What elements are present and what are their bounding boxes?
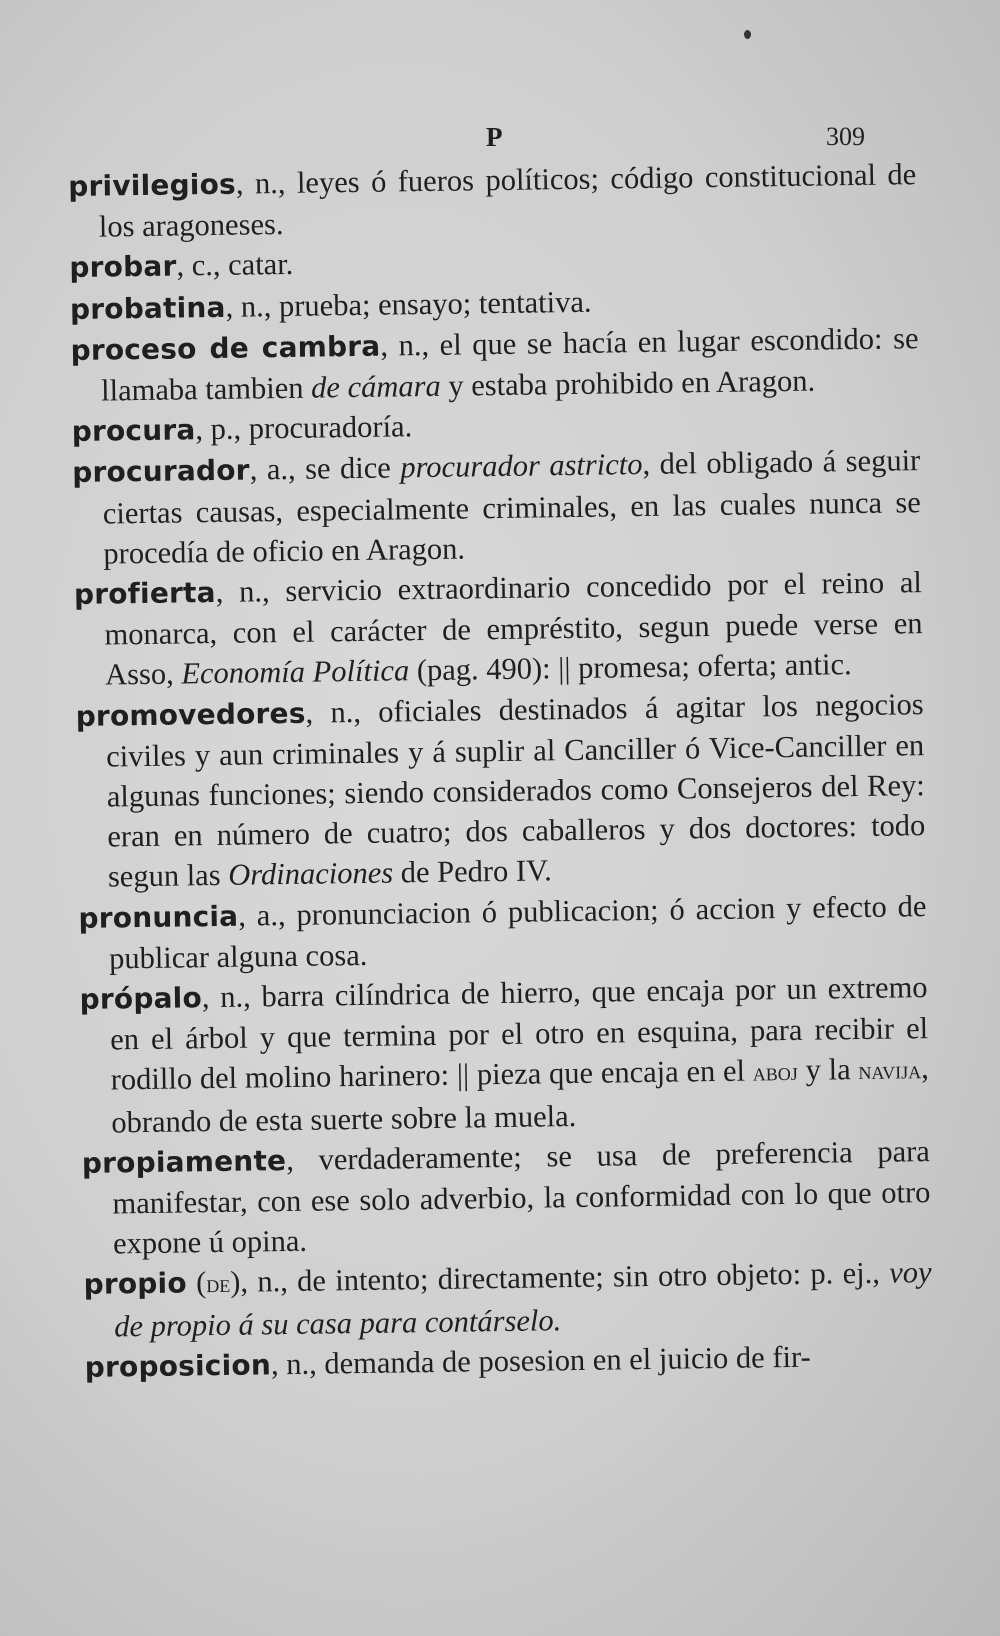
dictionary-entry: [74, 562, 924, 695]
entry-definition: , n., barra cilíndrica de hierro, que encaja por un extremo en el árbol y que termina por el otro en esquina, para recibir el rodillo del molino harinero: || pieza que encaja en el: [109, 970, 929, 1097]
small-caps-term: de: [206, 1269, 231, 1299]
entry-headword: probatina: [69, 290, 226, 326]
dictionary-entry: [72, 441, 922, 574]
small-caps-term: navija: [858, 1055, 922, 1086]
entry-definition: , n., oficiales destinados á agitar los negocios civiles y aun criminales y á suplir al Canciller ó Vice-Canciller en algunas funciones; siendo considerados como Consejeros del Rey: eran en número de cuatro; dos caballeros y dos doctores: todo segun las: [106, 686, 926, 894]
entry-headword: profierta: [73, 576, 216, 611]
entry-headword: proceso de cambra: [70, 329, 381, 367]
entry-headword: propiamente: [81, 1143, 287, 1180]
entry-definition: , n., leyes ó fueros políticos; código constitucional de los aragoneses.: [98, 157, 917, 244]
dictionary-entry: [75, 684, 926, 898]
dictionary-entry: [83, 1253, 932, 1347]
entry-definition: , del obligado á seguir ciertas causas, especialmente criminales, en las cuales nunca se procedía de oficio en Aragon.: [102, 443, 922, 571]
entry-headword: própalo: [79, 981, 203, 1016]
entry-headword: proposicion: [84, 1348, 272, 1384]
entry-headword: propio: [83, 1266, 188, 1302]
italic-term: Ordinaciones: [227, 855, 394, 893]
entry-definition: , n., demanda de posesion en el juicio de fir-: [270, 1339, 811, 1382]
entry-headword: promovedores: [75, 696, 306, 733]
entry-definition: , n., prueba; ensayo; tentativa.: [225, 284, 592, 324]
entry-definition: ), n., de intento; directamente; sin otro objeto: p. ej.,: [230, 1256, 890, 1300]
page-number: 309: [826, 122, 865, 151]
dictionary-entry: [78, 886, 927, 979]
dictionary-entry: [68, 154, 917, 247]
italic-term: procurador astricto: [400, 447, 643, 485]
entry-headword: probar: [69, 249, 177, 285]
dictionary-entry: [82, 1131, 932, 1264]
entry-definition: de Pedro IV.: [392, 853, 553, 890]
small-caps-term: aboj: [752, 1057, 799, 1087]
italic-example: voy de propio á su casa para contárselo.: [113, 1255, 932, 1344]
entry-definition: , n., servicio extraordinario concedido por el reino al monarca, con el carácter de empréstito, segun puede verse en Asso,: [104, 565, 923, 692]
italic-term: de cámara: [310, 368, 441, 405]
entry-definition: , a., se dice: [249, 450, 401, 487]
entry-definition: , n., el que se hacía en lugar escondido: se llamaba tambien: [100, 320, 919, 408]
entry-headword: procurador: [72, 453, 250, 490]
entry-headword: pronuncia: [78, 899, 239, 935]
entry-headword: privilegios: [68, 167, 237, 203]
entry-definition: (pag. 490): || promesa; oferta; antic.: [408, 647, 852, 688]
entry-definition: , verdaderamente; se usa de preferencia para manifestar, con ese solo adverbio, la conformidad con lo que otro expone ú opina.: [112, 1133, 931, 1261]
entry-definition: (: [186, 1265, 207, 1300]
ink-speck: [744, 30, 751, 39]
italic-term: Economía Política: [181, 653, 410, 691]
section-letter: P: [486, 122, 503, 152]
entry-definition: y estaba prohibido en Aragon.: [440, 363, 816, 403]
entry-definition: , obrando de esta suerte sobre la muela.: [111, 1051, 929, 1140]
entry-definition: , a., pronunciacion ó publicacion; ó accion y efecto de publicar alguna cosa.: [108, 888, 927, 976]
entry-headword: procura: [71, 413, 196, 449]
dictionary-entry: [70, 318, 919, 411]
dictionary-entry: [79, 967, 929, 1143]
entry-list: [68, 154, 933, 1388]
entry-definition: y la: [797, 1052, 859, 1088]
entry-definition: , p., procuradoría.: [195, 409, 413, 447]
entry-definition: , c., catar.: [176, 247, 294, 283]
